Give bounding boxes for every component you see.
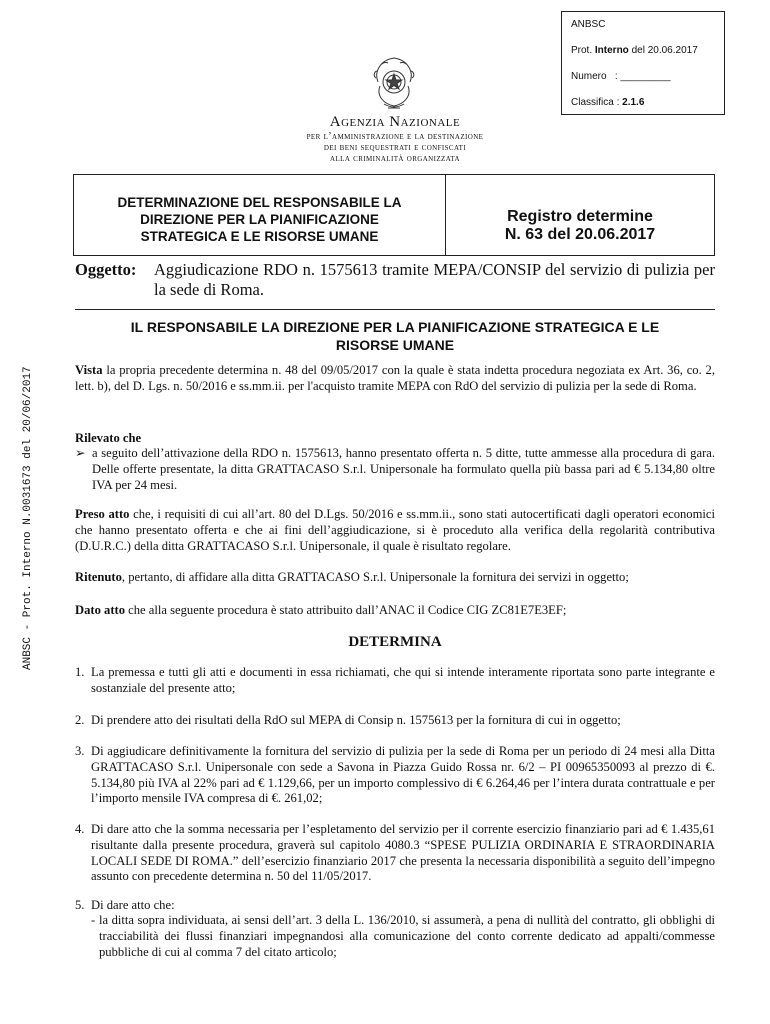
item-text: La premessa e tutti gli atti e documenti in essa richiamati, che qui si intende interamente riportata sono parte integrante e sostanziale del presente atto; bbox=[91, 665, 715, 695]
stamp-prot-date: del 20.06.2017 bbox=[631, 45, 698, 56]
subject-label: Oggetto: bbox=[75, 260, 137, 279]
section-heading bbox=[75, 318, 715, 354]
determination-title bbox=[74, 194, 445, 245]
agency-line-1: per l’amministrazione e la destinazione bbox=[306, 131, 484, 142]
item-number: 2. bbox=[75, 713, 85, 727]
section-heading-line-1: IL RESPONSABILE LA DIREZIONE PER LA PIANIFICAZIONE STRATEGICA E LE bbox=[130, 319, 660, 335]
vista-paragraph bbox=[75, 363, 715, 395]
vista-lead: Vista bbox=[75, 363, 103, 377]
dato-atto-paragraph bbox=[75, 603, 715, 619]
item-text: Di aggiudicare definitivamente la fornitura del servizio di pulizia per la sede di Roma per un periodo di 24 mesi alla Ditta GRATTACASO S.r.l. Unipersonale con sede a Savona in Piazza Guido Rossa nr. 6/2 – PI 00965350093 al prezzo di €. 5.134,80 più IVA al 22% pari ad € 1.129,66, per un importo complessivo di € 6.264,46 per l’intera durata contrattuale e per l’importo mensile IVA compresa di €. 261,02; bbox=[91, 744, 715, 806]
preso-atto-lead: Preso atto bbox=[75, 507, 130, 521]
subject-text: Aggiudicazione RDO n. 1575613 tramite MEPA/CONSIP del servizio di pulizia per la sede di Roma. bbox=[154, 260, 715, 299]
dato-atto-lead: Dato atto bbox=[75, 603, 126, 617]
protocol-stamp-box bbox=[561, 11, 725, 115]
section-heading-line-2: RISORSE UMANE bbox=[335, 337, 455, 353]
stamp-classifica-value: 2.1.6 bbox=[622, 97, 645, 108]
agency-name: Agenzia Nazionale bbox=[329, 114, 461, 130]
agency-line-2: dei beni sequestrati e confiscati bbox=[323, 142, 467, 153]
register-line-1: Registro determine bbox=[507, 208, 653, 225]
determination-title-line-1: DETERMINAZIONE DEL RESPONSABILE LA bbox=[117, 195, 402, 210]
ritenuto-paragraph bbox=[75, 570, 715, 586]
agency-header bbox=[250, 114, 540, 164]
item-text: Di prendere atto dei risultati della RdO sul MEPA di Consip n. 1575613 per la fornitura di cui in oggetto; bbox=[91, 713, 621, 727]
italian-republic-emblem-icon bbox=[370, 52, 418, 112]
stamp-classifica-label: Classifica : bbox=[571, 97, 620, 108]
arrow-bullet-icon: ➢ bbox=[75, 446, 86, 460]
stamp-protocol bbox=[571, 45, 698, 56]
register-line-2: N. 63 del 20.06.2017 bbox=[504, 226, 656, 243]
stamp-org: ANBSC bbox=[571, 19, 606, 30]
dato-atto-text: che alla seguente procedura è stato attribuito dall’ANAC il Codice CIG ZC81E7E3EF; bbox=[125, 603, 567, 617]
ritenuto-lead: Ritenuto bbox=[75, 570, 122, 584]
subitem-dash: - bbox=[91, 913, 96, 927]
horizontal-rule bbox=[75, 309, 715, 310]
stamp-prot-prefix: Prot. bbox=[571, 45, 593, 56]
preso-atto-text: che, i requisiti di cui all’art. 80 del D.Lgs. 50/2016 e ss.mm.ii., sono stati autocertificati dagli operatori economici che hanno presentato offerta e che ai fini dell’aggiudicazione, si è proceduto alla verifica della regolarità contributiva (D.U.R.C.) della ditta GRATTACASO S.r.l. Unipersonale, il quale è risultato regolare. bbox=[75, 507, 715, 553]
determination-title-line-2: DIREZIONE PER LA PIANIFICAZIONE bbox=[140, 212, 379, 227]
stamp-numero-value: : _________ bbox=[614, 71, 671, 82]
title-box bbox=[73, 174, 715, 256]
determina-heading: DETERMINA bbox=[348, 634, 442, 650]
rilevato-title: Rilevato che bbox=[75, 431, 142, 445]
stamp-numero bbox=[571, 71, 671, 82]
stamp-prot-type: Interno bbox=[594, 45, 629, 56]
stamp-classifica bbox=[571, 97, 644, 108]
item-number: 5. bbox=[75, 898, 85, 912]
rilevato-text: a seguito dell’attivazione della RDO n. 1575613, hanno presentato offerta n. 5 ditte, tutte ammesse alla procedura di gara. Delle offerte presentate, la ditta GRATTACASO S.r.l. Unipersonale ha formulato quella più bassa pari ad € 5.134,80 oltre IVA per 24 mesi. bbox=[92, 446, 715, 492]
item-number: 3. bbox=[75, 744, 85, 758]
side-protocol-stamp: ANBSC - Prot. Interno N.0031673 del 20/06/2017 bbox=[22, 366, 34, 670]
subitem-text: la ditta sopra individuata, ai sensi dell’art. 3 della L. 136/2010, si assumerà, a pena di nullità del contratto, gli obblighi di tracciabilità dei flussi finanziari impegnandosi alla comunicazione del conto corrente dedicato ad appalti/commesse pubbliche di cui al comma 7 del citato articolo; bbox=[99, 913, 715, 959]
item-text: Di dare atto che: bbox=[91, 898, 175, 912]
agency-line-3: alla criminalità organizzata bbox=[330, 153, 460, 164]
item-number: 1. bbox=[75, 665, 85, 679]
item-number: 4. bbox=[75, 822, 85, 836]
item-text: Di dare atto che la somma necessaria per l’espletamento del servizio per il corrente esercizio finanziario pari ad € 1.435,61 risultante dalla presente procedura, graverà sul capitolo 4080.3 “SPESE PULIZIA ORDINARIA E STRAORDINARIA LOCALI SEDE DI ROMA.” dell’esercizio finanziario 2017 che presenta la necessaria disponibilità a seguito dell’impegno assunto con precedente determina n. 50 del 11/05/2017. bbox=[91, 822, 715, 884]
register-number bbox=[446, 208, 714, 244]
preso-atto-paragraph bbox=[75, 507, 715, 554]
determination-title-line-3: STRATEGICA E LE RISORSE UMANE bbox=[140, 229, 379, 244]
ritenuto-text: , pertanto, di affidare alla ditta GRATTACASO S.r.l. Unipersonale la fornitura dei servizi in oggetto; bbox=[121, 570, 629, 584]
vista-text: la propria precedente determina n. 48 del 09/05/2017 con la quale è stata indetta procedura negoziata ex Art. 36, co. 2, lett. b), del D. Lgs. n. 50/2016 e ss.mm.ii. per l'acquisto tramite MEPA con RdO del servizio di pulizia per la sede di Roma. bbox=[75, 363, 715, 393]
stamp-numero-label: Numero bbox=[571, 71, 607, 82]
